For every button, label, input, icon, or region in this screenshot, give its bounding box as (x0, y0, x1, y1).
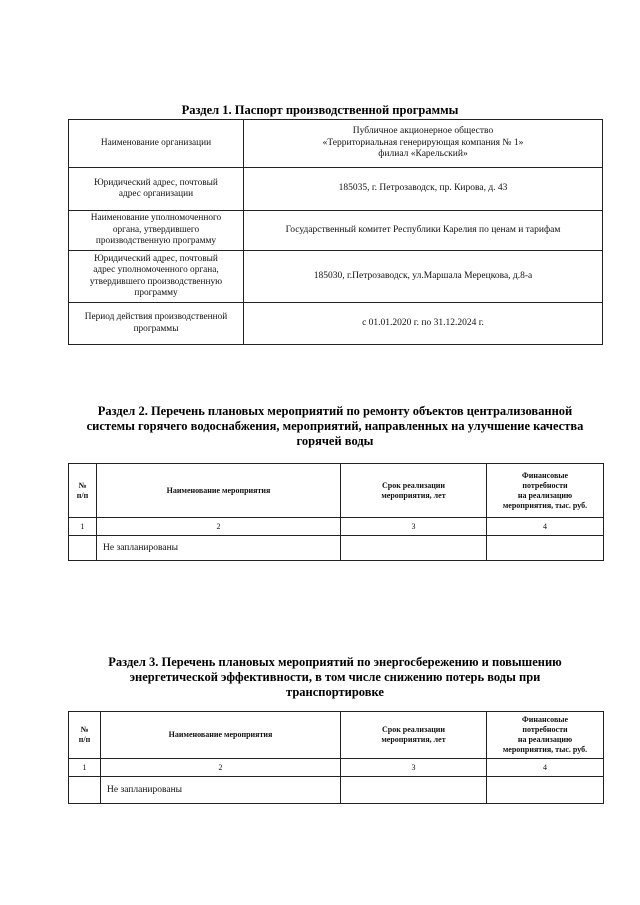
col-finance-header (487, 712, 604, 759)
cell-line: мероприятия, тыс. руб. (502, 745, 588, 754)
cell-line: мероприятия, лет (381, 490, 446, 500)
title-line: Раздел 3. Перечень плановых мероприятий по энергосбережению и повышению (108, 655, 562, 669)
authority-name-value (244, 211, 603, 251)
col-number: 1 (69, 518, 97, 536)
table-cell (487, 777, 604, 804)
cell-line: производственную программу (95, 236, 217, 247)
cell-line: Публичное акционерное общество (352, 126, 494, 137)
cell-line: Юридический адрес, почтовый (94, 253, 218, 264)
column-numbers-row (69, 518, 604, 536)
cell-line: мероприятия, тыс. руб. (502, 500, 588, 510)
table-header-row (69, 712, 604, 759)
table-cell (69, 777, 101, 804)
cell-line: Период действия производственной (84, 312, 228, 322)
col-name-header: Наименование мероприятия (97, 464, 341, 518)
col-number: 4 (487, 518, 604, 536)
table-cell (341, 536, 487, 561)
section1-title: Раздел 1. Паспорт производственной программы (181, 103, 459, 117)
cell-line: Юридический адрес, почтовый (94, 177, 218, 188)
org-address-label (69, 168, 244, 211)
col-num-header (69, 712, 101, 759)
cell-line: Финансовые (521, 715, 569, 724)
table-row (69, 211, 603, 251)
authority-name-label (69, 211, 244, 251)
cell-line: адрес организации (118, 189, 194, 199)
col-number: 2 (97, 518, 341, 536)
table-row (69, 168, 603, 211)
passport-table (68, 119, 603, 345)
cell-line: п/п (76, 490, 89, 500)
col-number: 2 (101, 759, 341, 777)
table-row (69, 120, 603, 168)
title-line: энергетической эффективности, в том числе снижению потерь воды при (129, 670, 541, 684)
title-line: Раздел 2. Перечень плановых мероприятий по ремонту объектов централизованной (97, 404, 573, 418)
cell-line: с 01.01.2020 г. по 31.12.2024 г. (362, 317, 484, 328)
cell-line: филиал «Карельский» (378, 149, 468, 160)
title-line: системы горячего водоснабжения, мероприятий, направленных на улучшение качества (86, 419, 584, 433)
table-row (69, 251, 603, 303)
cell-line: Финансовые (521, 470, 569, 480)
table-header-row (69, 464, 604, 518)
section3-table (68, 711, 604, 804)
cell-line: программы (133, 323, 179, 334)
col-name-header: Наименование мероприятия (101, 712, 341, 759)
cell-line: № (80, 725, 89, 734)
table-cell (69, 536, 97, 561)
section2-title (70, 404, 600, 449)
title-line: транспортировке (286, 685, 384, 699)
period-value (244, 303, 603, 345)
table-cell (487, 536, 604, 561)
cell-line: на реализацию (517, 490, 573, 500)
cell-line: «Территориальная генерирующая компания № 1» (322, 137, 524, 148)
col-finance-header (487, 464, 604, 518)
period-label (69, 303, 244, 345)
cell-line: Наименование организации (100, 137, 212, 148)
col-number: 3 (341, 759, 487, 777)
title-line: горячей воды (296, 434, 374, 448)
cell-line: № (78, 480, 87, 490)
table-cell (341, 777, 487, 804)
cell-line: утвердившего производственную (89, 276, 223, 287)
col-number: 3 (341, 518, 487, 536)
cell-line: 185030, г.Петрозаводск, ул.Маршала Мерецкова, д.8-а (313, 270, 533, 281)
org-address-value (244, 168, 603, 211)
table-row (69, 777, 604, 804)
cell-line: на реализацию (517, 735, 573, 744)
not-planned-cell: Не запланированы (101, 777, 341, 804)
col-num-header (69, 464, 97, 518)
org-name-value (244, 120, 603, 168)
cell-line: 185035, г. Петрозаводск, пр. Кирова, д. 43 (338, 183, 508, 194)
cell-line: адрес уполномоченного органа, (93, 265, 219, 275)
not-planned-cell: Не запланированы (97, 536, 341, 561)
cell-line: потребности (522, 480, 568, 490)
cell-line: Срок реализации (381, 480, 446, 490)
cell-line: Наименование уполномоченного (90, 213, 222, 224)
col-term-header (341, 712, 487, 759)
column-numbers-row (69, 759, 604, 777)
cell-line: п/п (78, 735, 91, 744)
cell-line: Государственный комитет Республики Карелия по ценам и тарифам (285, 224, 561, 235)
cell-line: программу (134, 288, 178, 298)
cell-line: Срок реализации (381, 725, 446, 734)
col-number: 1 (69, 759, 101, 777)
col-term-header (341, 464, 487, 518)
cell-line: мероприятия, лет (381, 735, 446, 744)
org-name-label (69, 120, 244, 168)
authority-address-value (244, 251, 603, 303)
col-number: 4 (487, 759, 604, 777)
section3-title (70, 655, 600, 700)
table-row (69, 303, 603, 345)
table-row (69, 536, 604, 561)
cell-line: органа, утвердившего (112, 224, 200, 235)
section2-table (68, 463, 604, 561)
cell-line: потребности (522, 725, 568, 734)
authority-address-label (69, 251, 244, 303)
